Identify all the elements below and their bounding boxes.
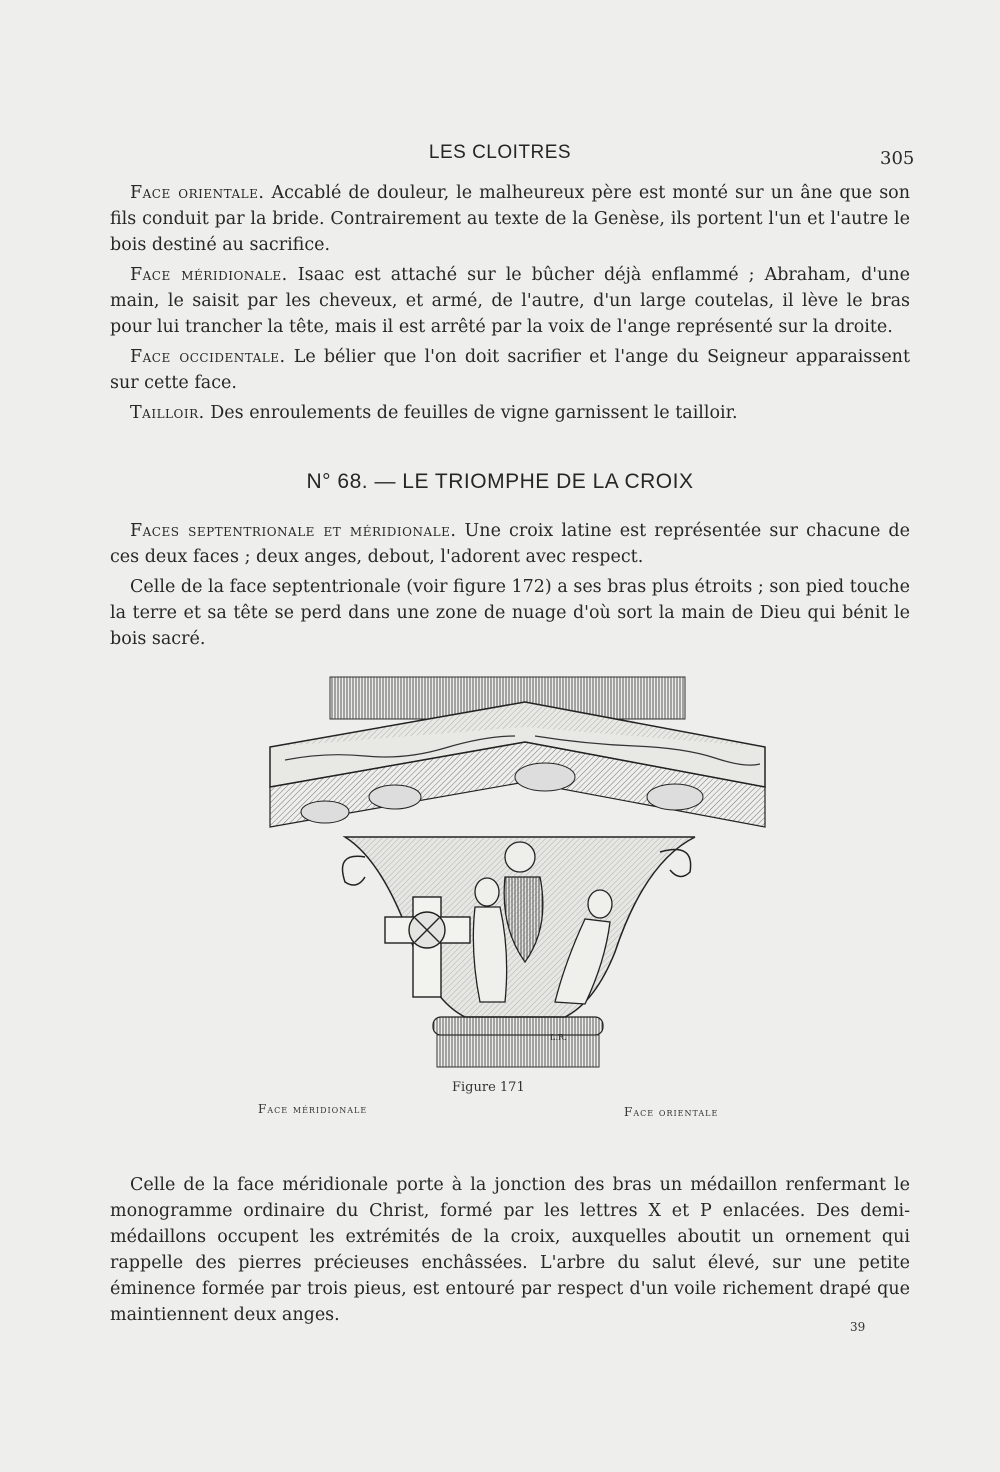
paragraph-lead: Tailloir.: [130, 403, 205, 423]
paragraph-face-orientale: [110, 180, 910, 258]
artist-signature: L.R.: [550, 1033, 567, 1042]
signature-mark: 39: [850, 1320, 866, 1334]
paragraph-text: Des enroulements de feuilles de vigne garnissent le tailloir.: [204, 403, 738, 423]
paragraph-face-septentrionale: [110, 574, 910, 652]
paragraph-text: Accablé de douleur, le malheureux père est monté sur un âne que son fils conduit par la bride. Contrairement au texte de la Genèse, ils portent l'un et l'autre le bois destiné au sacrifice.: [110, 183, 910, 255]
figure-label-left: Face méridionale: [258, 1102, 368, 1116]
paragraph-text: Isaac est attaché sur le bûcher déjà enflammé ; Abraham, d'une main, le saisit par les cheveux, et armé, de l'autre, d'un large coutelas, il lève le bras pour lui trancher la tête, mais il est arrêté par la voix de l'ange représenté sur la droite.: [110, 265, 910, 337]
paragraph-text: Celle de la face méridionale porte à la jonction des bras un médaillon renfermant le monogramme ordinaire du Christ, formé par les lettres X et P enlacées. Des demi-médaillons occupent les extrémités de la croix, auxquelles aboutit un ornement qui rappelle des pierres précieuses enchâssées. L'arbre du salut élevé, sur une petite éminence formée par trois pieus, est entouré par respect d'un voile richement drapé que maintiennent deux anges.: [110, 1175, 910, 1325]
paragraph-face-meridionale-detail: [110, 1172, 910, 1328]
paragraph-tailloir: [110, 400, 910, 426]
top-text-block: [110, 180, 910, 430]
capital-drawing: [265, 672, 775, 1072]
astragal: [433, 1017, 603, 1035]
paragraph-text: Celle de la face septentrionale (voir figure 172) a ses bras plus étroits ; son pied touche la terre et sa tête se perd dans une zone de nuage d'où sort la main de Dieu qui bénit le bois sacré.: [110, 577, 910, 649]
figure-label-right: Face orientale: [624, 1105, 719, 1119]
volute-left: [343, 856, 366, 885]
shaft-bottom: [437, 1035, 599, 1067]
mid-text-block: [110, 518, 910, 656]
paragraph-lead: Faces septentrionale et méridionale.: [130, 521, 457, 541]
paragraph-lead: Face méridionale.: [130, 265, 288, 285]
paragraph-face-occidentale: [110, 344, 910, 396]
section-title: N° 68. — LE TRIOMPHE DE LA CROIX: [306, 470, 694, 493]
paragraph-face-meridionale: [110, 262, 910, 340]
figure-caption: Figure 171: [452, 1080, 525, 1095]
paragraph-lead: Face orientale.: [130, 183, 265, 203]
running-head: LES CLOITRES: [428, 142, 572, 163]
page-number: 305: [880, 148, 915, 169]
paragraph-text: Une croix latine est représentée sur chacune de ces deux faces ; deux anges, debout, l'adorent avec respect.: [110, 521, 910, 567]
bottom-text-block: [110, 1172, 910, 1332]
paragraph-lead: Face occidentale.: [130, 347, 286, 367]
paragraph-faces-sept-merid: [110, 518, 910, 570]
paragraph-text: Le bélier que l'on doit sacrifier et l'ange du Seigneur apparaissent sur cette face.: [110, 347, 910, 393]
capital-illustration: [265, 672, 775, 1072]
